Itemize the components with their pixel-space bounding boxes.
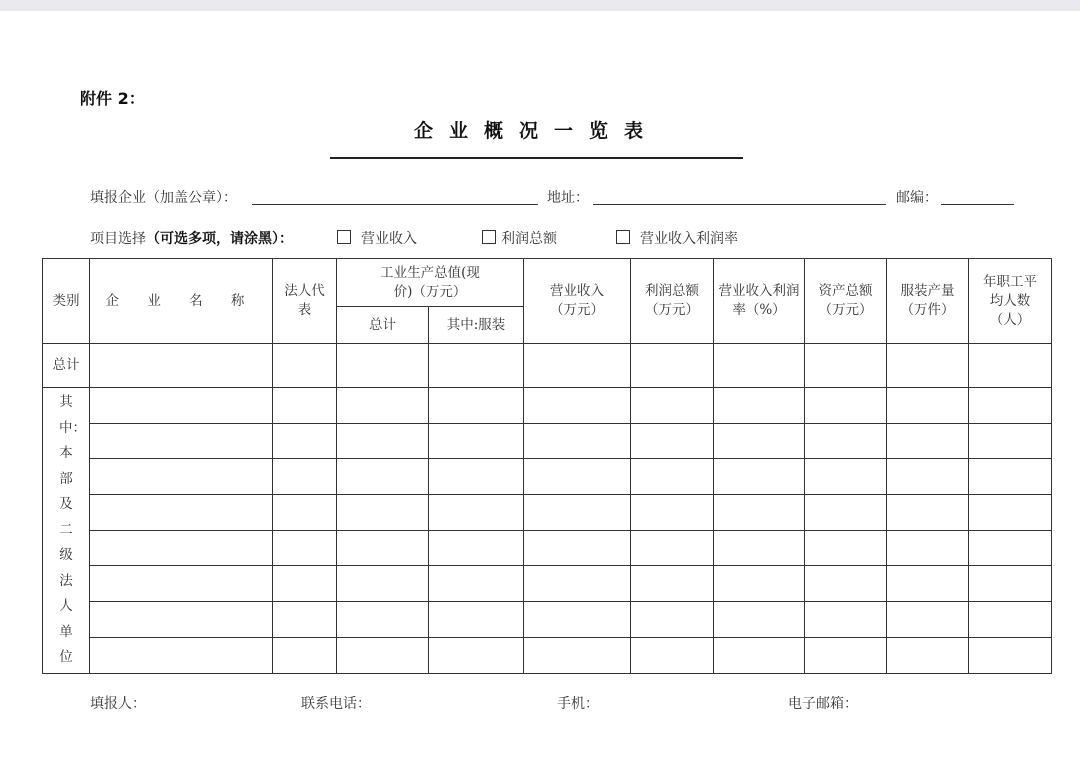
- table-cell[interactable]: [337, 566, 429, 602]
- table-cell[interactable]: [90, 530, 273, 566]
- header-assets: 资产总额（万元）: [805, 259, 887, 344]
- table-cell[interactable]: [90, 388, 273, 424]
- header-output-total: 总计: [337, 307, 429, 344]
- table-cell[interactable]: [969, 530, 1052, 566]
- table-cell[interactable]: [337, 530, 429, 566]
- table-row: [43, 423, 1052, 459]
- table-cell[interactable]: [969, 637, 1052, 673]
- table-cell[interactable]: [714, 344, 805, 388]
- address-label: 地址：: [547, 190, 589, 206]
- table-cell[interactable]: [524, 602, 631, 638]
- table-cell[interactable]: [714, 637, 805, 673]
- page-title: 企业概况一览表: [413, 120, 659, 142]
- header-revenue: 营业收入（万元）: [524, 259, 631, 344]
- table-cell[interactable]: [969, 566, 1052, 602]
- table-cell[interactable]: [273, 637, 337, 673]
- option-profit-rate-checkbox[interactable]: [616, 230, 630, 244]
- table-cell[interactable]: [887, 566, 969, 602]
- table-cell[interactable]: [969, 602, 1052, 638]
- table-row: [43, 602, 1052, 638]
- table-cell[interactable]: [887, 423, 969, 459]
- company-field[interactable]: [252, 204, 538, 205]
- table-cell[interactable]: [429, 637, 524, 673]
- table-cell[interactable]: [714, 566, 805, 602]
- sub-group-label: 其中：本部及二级法人单位: [59, 394, 86, 665]
- table-cell[interactable]: [714, 388, 805, 424]
- table-cell[interactable]: [631, 602, 714, 638]
- footer-filler-label: 填报人：: [90, 696, 146, 712]
- table-cell[interactable]: [887, 602, 969, 638]
- header-clothing-output: 服装产量（万件）: [887, 259, 969, 344]
- table-cell[interactable]: [631, 566, 714, 602]
- table-cell[interactable]: [337, 459, 429, 495]
- sub-unit-rows: [43, 388, 1052, 674]
- table-cell[interactable]: [631, 459, 714, 495]
- table-cell[interactable]: [805, 566, 887, 602]
- header-legal-rep: 法人代表: [273, 259, 337, 344]
- table-cell[interactable]: [631, 344, 714, 388]
- footer-phone-label: 联系电话：: [301, 696, 371, 712]
- table-cell[interactable]: [631, 530, 714, 566]
- table-cell[interactable]: [969, 459, 1052, 495]
- option-profit-label: 利润总额: [501, 231, 557, 247]
- option-profit-checkbox[interactable]: [482, 230, 496, 244]
- table-cell[interactable]: [805, 495, 887, 531]
- option-revenue-checkbox[interactable]: [337, 230, 351, 244]
- postcode-field[interactable]: [941, 204, 1014, 205]
- attachment-label: 附件 2：: [80, 89, 145, 108]
- company-label: 填报企业（加盖公章）：: [90, 190, 237, 206]
- table-cell[interactable]: [337, 388, 429, 424]
- table-cell[interactable]: [805, 530, 887, 566]
- table-row: [43, 566, 1052, 602]
- total-row: [43, 344, 1052, 388]
- postcode-label: 邮编：: [896, 190, 938, 206]
- table-cell[interactable]: [887, 388, 969, 424]
- table-row: [43, 388, 1052, 424]
- header-output-clothing: 其中:服装: [429, 307, 524, 344]
- table-cell[interactable]: [805, 637, 887, 673]
- table-cell[interactable]: [273, 423, 337, 459]
- header-profit: 利润总额（万元）: [631, 259, 714, 344]
- table-cell[interactable]: [429, 566, 524, 602]
- table-cell[interactable]: [90, 602, 273, 638]
- table-cell[interactable]: [273, 530, 337, 566]
- table-cell[interactable]: [337, 423, 429, 459]
- option-revenue-label: 营业收入: [361, 231, 417, 247]
- table-cell[interactable]: [805, 602, 887, 638]
- table-cell[interactable]: [429, 602, 524, 638]
- table-cell[interactable]: [273, 602, 337, 638]
- table-cell[interactable]: [887, 344, 969, 388]
- table-cell[interactable]: [90, 566, 273, 602]
- address-field[interactable]: [593, 204, 886, 205]
- table-cell[interactable]: [429, 530, 524, 566]
- table-cell[interactable]: [714, 602, 805, 638]
- table-cell[interactable]: [273, 566, 337, 602]
- table-row: [43, 495, 1052, 531]
- table-cell[interactable]: [90, 495, 273, 531]
- table-cell[interactable]: [524, 459, 631, 495]
- table-cell[interactable]: [887, 495, 969, 531]
- table-cell[interactable]: [805, 344, 887, 388]
- table-row: [43, 637, 1052, 673]
- table-cell[interactable]: [429, 344, 524, 388]
- table-cell[interactable]: [969, 344, 1052, 388]
- table-cell[interactable]: [969, 495, 1052, 531]
- table-cell[interactable]: [714, 423, 805, 459]
- total-row-label: 总计: [43, 344, 90, 388]
- header-profit-rate: 营业收入利润率（%）: [714, 259, 805, 344]
- enterprise-overview-table: [42, 258, 1052, 674]
- table-cell[interactable]: [805, 423, 887, 459]
- table-cell[interactable]: [337, 602, 429, 638]
- table-cell[interactable]: [524, 423, 631, 459]
- option-profit-rate-label: 营业收入利润率: [640, 231, 738, 247]
- table-cell[interactable]: [90, 637, 273, 673]
- table-cell[interactable]: [90, 423, 273, 459]
- table-cell[interactable]: [631, 637, 714, 673]
- table-cell[interactable]: [337, 495, 429, 531]
- table-row: [43, 459, 1052, 495]
- sub-group-label-cell: [43, 388, 90, 674]
- table-cell[interactable]: [969, 388, 1052, 424]
- footer-email-label: 电子邮箱：: [788, 696, 858, 712]
- table-cell[interactable]: [805, 388, 887, 424]
- table-cell[interactable]: [631, 495, 714, 531]
- table-cell[interactable]: [524, 344, 631, 388]
- table-cell[interactable]: [887, 459, 969, 495]
- table-cell[interactable]: [887, 637, 969, 673]
- header-category: 类别: [43, 259, 90, 344]
- table-cell[interactable]: [524, 388, 631, 424]
- table-cell[interactable]: [337, 637, 429, 673]
- table-cell[interactable]: [714, 530, 805, 566]
- table-cell[interactable]: [273, 495, 337, 531]
- table-cell[interactable]: [805, 459, 887, 495]
- table-cell[interactable]: [90, 459, 273, 495]
- table-cell[interactable]: [631, 388, 714, 424]
- footer-mobile-label: 手机：: [557, 696, 599, 712]
- table-row: [43, 530, 1052, 566]
- table-cell[interactable]: [714, 459, 805, 495]
- table-cell[interactable]: [969, 423, 1052, 459]
- table-cell[interactable]: [429, 423, 524, 459]
- options-label-hint: （可选多项，请涂黑）：: [146, 231, 293, 247]
- table-cell[interactable]: [429, 388, 524, 424]
- table-cell[interactable]: [273, 388, 337, 424]
- table-cell[interactable]: [429, 459, 524, 495]
- table-cell[interactable]: [273, 459, 337, 495]
- table-cell[interactable]: [887, 530, 969, 566]
- options-label: [90, 228, 293, 248]
- header-output-group: 工业生产总值(现价)（万元）: [337, 259, 524, 307]
- table-cell[interactable]: [714, 495, 805, 531]
- header-avg-staff: 年职工平均人数（人）: [969, 259, 1052, 344]
- table-cell[interactable]: [337, 344, 429, 388]
- table-cell[interactable]: [524, 530, 631, 566]
- options-label-prefix: 项目选择: [90, 231, 146, 247]
- table-cell[interactable]: [631, 423, 714, 459]
- table-cell[interactable]: [429, 495, 524, 531]
- table-cell[interactable]: [524, 495, 631, 531]
- table-cell[interactable]: [524, 566, 631, 602]
- title-underline: [330, 157, 743, 159]
- table-cell[interactable]: [273, 344, 337, 388]
- header-company-name: 企 业 名 称: [90, 259, 273, 344]
- table-cell[interactable]: [90, 344, 273, 388]
- table-cell[interactable]: [524, 637, 631, 673]
